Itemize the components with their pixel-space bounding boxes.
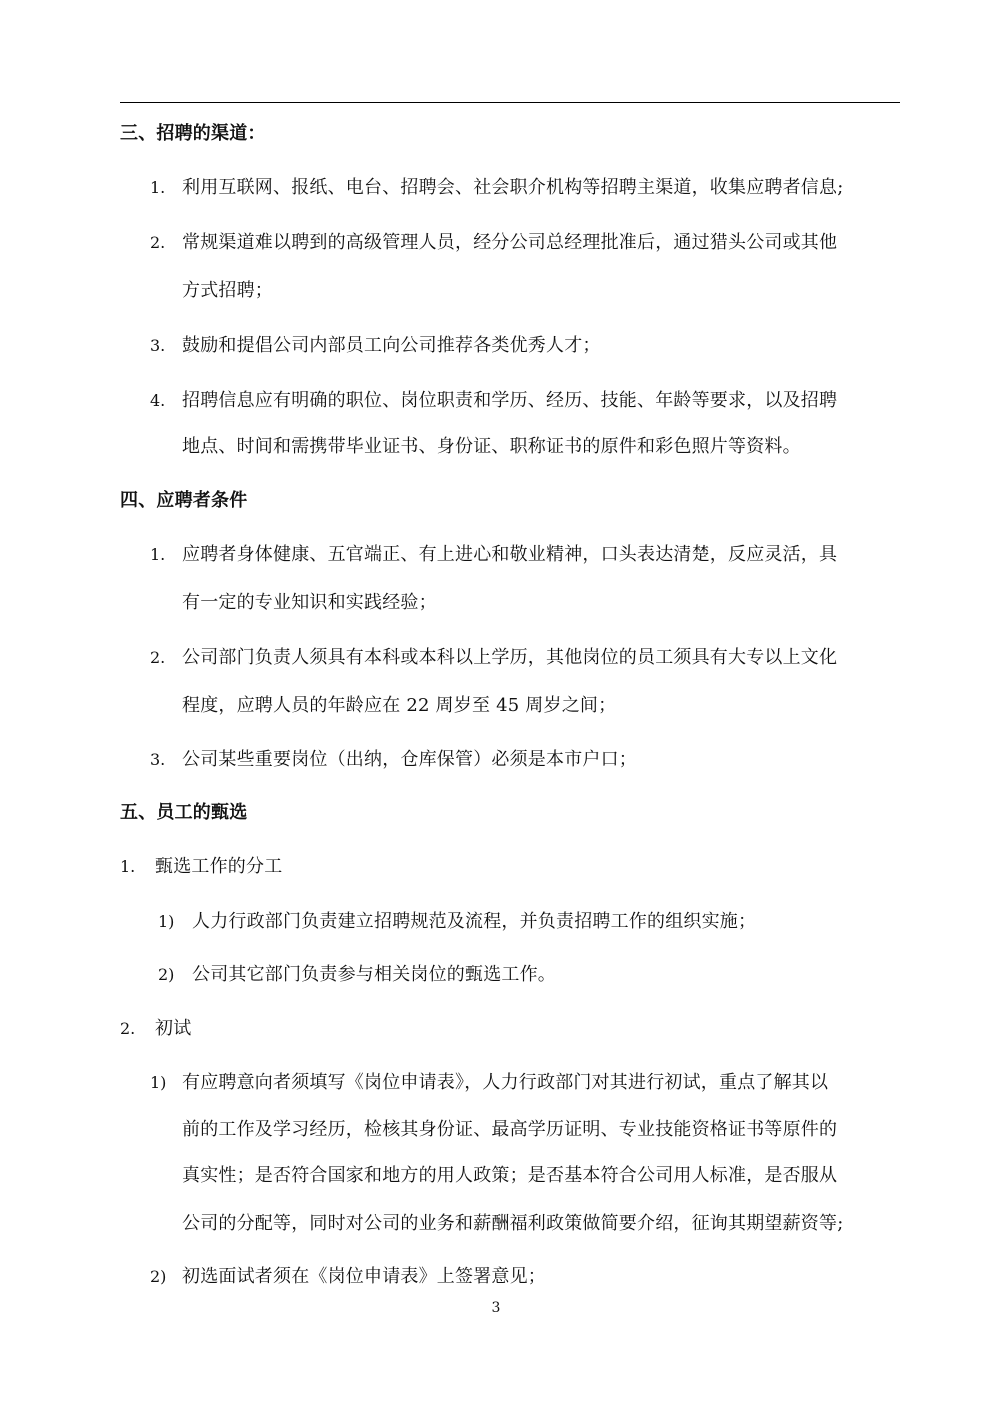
item-number: 2) [158,965,175,984]
item-text: 方式招聘； [182,280,273,301]
subsection-number: 2. [120,1019,136,1038]
item-text: 有应聘意向者须填写《岗位申请表》，人力行政部门对其进行初试，重点了解其以 [182,1072,829,1093]
item-text: 初选面试者须在《岗位申请表》上签署意见； [182,1266,546,1287]
section-title: 三、招聘的渠道： [120,123,266,144]
item-text: 地点、时间和需携带毕业证书、身份证、职称证书的原件和彩色照片等资料。 [182,436,801,457]
item-text: 人力行政部门负责建立招聘规范及流程，并负责招聘工作的组织实施； [192,911,757,932]
item-text: 应聘者身体健康、五官端正、有上进心和敬业精神，口头表达清楚，反应灵活，具 [182,544,838,565]
item-number: 4. [150,391,166,410]
item-text: 鼓励和提倡公司内部员工向公司推荐各类优秀人才； [182,335,601,356]
section-title: 五、员工的甄选 [120,802,248,823]
subsection-number: 1. [120,857,136,876]
item-number: 2. [150,648,166,667]
item-text: 招聘信息应有明确的职位、岗位职责和学历、经历、技能、年龄等要求，以及招聘 [182,390,838,411]
item-number: 1) [150,1073,167,1092]
item-text: 程度，应聘人员的年龄应在 22 周岁至 45 周岁之间； [182,695,617,716]
page-number: 3 [491,1300,501,1316]
item-number: 1. [150,545,166,564]
item-text: 常规渠道难以聘到的高级管理人员，经分公司总经理批准后，通过猎头公司或其他 [182,232,838,253]
item-text: 前的工作及学习经历，检核其身份证、最高学历证明、专业技能资格证书等原件的 [182,1119,838,1140]
header-rule [120,102,900,103]
subsection-title: 初试 [155,1018,192,1039]
section-title: 四、应聘者条件 [120,490,248,511]
item-text: 利用互联网、报纸、电台、招聘会、社会职介机构等招聘主渠道，收集应聘者信息; [182,177,844,198]
item-number: 2. [150,233,166,252]
item-text: 有一定的专业知识和实践经验； [182,592,437,613]
item-number: 1. [150,178,166,197]
item-text: 真实性；是否符合国家和地方的用人政策；是否基本符合公司用人标准，是否服从 [182,1165,838,1186]
item-number: 1) [158,912,175,931]
item-text: 公司其它部门负责参与相关岗位的甄选工作。 [192,964,556,985]
item-text: 公司部门负责人须具有本科或本科以上学历，其他岗位的员工须具有大专以上文化 [182,647,838,668]
item-number: 3. [150,750,166,769]
item-number: 3. [150,336,166,355]
subsection-title: 甄选工作的分工 [155,856,283,877]
item-text: 公司某些重要岗位（出纳，仓库保管）必须是本市户口； [182,749,637,770]
item-number: 2) [150,1267,167,1286]
item-text: 公司的分配等，同时对公司的业务和薪酬福利政策做简要介绍，征询其期望薪资等; [182,1213,844,1234]
